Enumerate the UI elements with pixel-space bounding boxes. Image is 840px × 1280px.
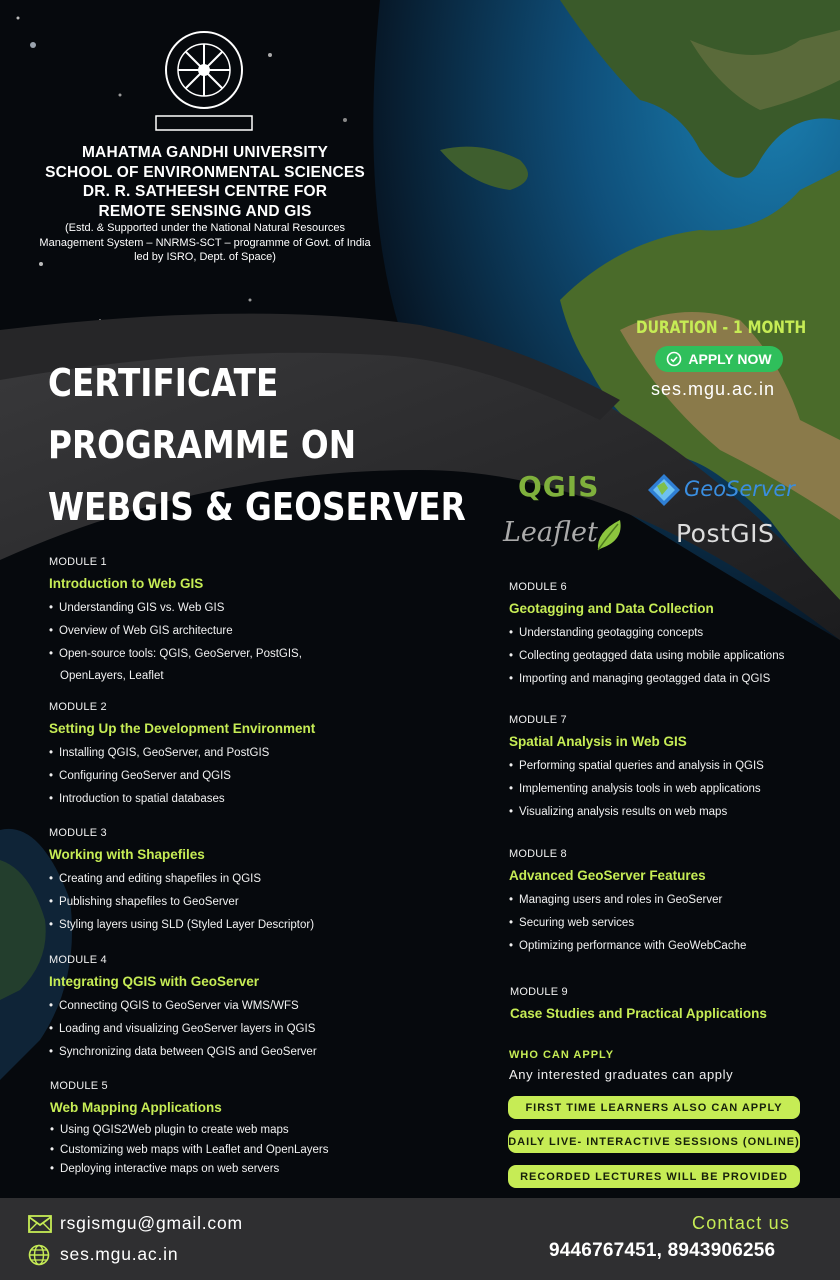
- module-title: Spatial Analysis in Web GIS: [509, 734, 687, 749]
- module-title: Advanced GeoServer Features: [509, 868, 706, 883]
- leaflet-leaf-icon: [594, 518, 624, 552]
- eligibility-description: Any interested graduates can apply: [509, 1067, 734, 1082]
- geoserver-globe-icon: [646, 473, 682, 507]
- module-title: Introduction to Web GIS: [49, 576, 204, 591]
- module-topic: • Deploying interactive maps on web servers: [50, 1160, 380, 1180]
- estd-line: (Estd. & Supported under the National Natural Resources: [64, 222, 346, 234]
- module-number: MODULE 4: [49, 954, 107, 966]
- school-name: SCHOOL OF ENVIRONMENTAL SCIENCES: [45, 163, 365, 181]
- centre-name-line1: DR. R. SATHEESH CENTRE FOR: [82, 183, 328, 200]
- estd-line: Management System – NNRMS-SCT – programme of Govt. of India: [39, 236, 371, 249]
- module-title: Working with Shapefiles: [49, 847, 205, 862]
- module-topic-continuation: OpenLayers, Leaflet: [60, 670, 164, 683]
- module-5: [50, 1080, 380, 1180]
- module-topic: • Understanding GIS vs. Web GIS: [49, 597, 379, 620]
- module-topics: [49, 742, 379, 810]
- module-number: MODULE 3: [49, 827, 107, 839]
- module-8: [509, 848, 839, 957]
- module-topic: • Optimizing performance with GeoWebCache: [509, 935, 839, 958]
- university-name: MAHATMA GANDHI UNIVERSITY: [81, 144, 329, 161]
- qgis-logo: QGIS: [518, 470, 600, 503]
- module-topic: • Securing web services: [509, 912, 839, 935]
- module-topic: • Using QGIS2Web plugin to create web maps: [50, 1121, 380, 1141]
- module-1: [49, 556, 379, 688]
- module-topic: • Loading and visualizing GeoServer layers in QGIS: [49, 1018, 379, 1041]
- module-title: Geotagging and Data Collection: [509, 601, 714, 616]
- apply-now-button[interactable]: [655, 346, 783, 372]
- check-circle-icon: [666, 351, 682, 367]
- module-number: MODULE 2: [49, 701, 107, 713]
- module-topic: • Configuring GeoServer and QGIS: [49, 765, 379, 788]
- module-number: MODULE 8: [509, 848, 567, 860]
- module-topic: • Importing and managing geotagged data in QGIS: [509, 668, 839, 691]
- module-topic: • Styling layers using SLD (Styled Layer Descriptor): [49, 914, 379, 937]
- module-title: Integrating QGIS with GeoServer: [49, 974, 260, 989]
- module-4: [49, 954, 379, 1063]
- module-topic: • Managing users and roles in GeoServer: [509, 889, 839, 912]
- module-topic: • Open-source tools: QGIS, GeoServer, PostGIS,: [49, 643, 379, 666]
- module-topic: • Understanding geotagging concepts: [509, 622, 839, 645]
- module-title: Case Studies and Practical Applications: [510, 1006, 767, 1021]
- feature-pill: DAILY LIVE- INTERACTIVE SESSIONS (ONLINE): [508, 1130, 800, 1153]
- feature-pill: RECORDED LECTURES WILL BE PROVIDED: [508, 1165, 800, 1188]
- module-topic: • Connecting QGIS to GeoServer via WMS/WFS: [49, 995, 379, 1018]
- duration-label: DURATION - 1 MONTH: [636, 318, 807, 338]
- module-topic: • Visualizing analysis results on web maps: [509, 801, 839, 824]
- module-topic: • Overview of Web GIS architecture: [49, 620, 379, 643]
- module-number: MODULE 7: [509, 714, 567, 726]
- geoserver-logo: GeoServer: [684, 477, 795, 501]
- module-topic: • Creating and editing shapefiles in QGIS: [49, 868, 379, 891]
- footer-website-link[interactable]: ses.mgu.ac.in: [60, 1244, 179, 1264]
- establishment-note: [0, 221, 410, 265]
- feature-pill: FIRST TIME LEARNERS ALSO CAN APPLY: [508, 1096, 800, 1119]
- module-topics: [509, 889, 839, 957]
- module-number: MODULE 9: [510, 986, 568, 998]
- university-seal-logo: [152, 30, 256, 134]
- contact-phone-numbers[interactable]: 9446767451, 8943906256: [549, 1240, 776, 1261]
- module-7: [509, 714, 839, 823]
- contact-email[interactable]: rsgismgu@gmail.com: [60, 1213, 243, 1233]
- who-can-apply-heading: WHO CAN APPLY: [509, 1049, 615, 1061]
- module-title: Web Mapping Applications: [50, 1100, 222, 1115]
- title-line: CERTIFICATE: [48, 361, 279, 405]
- module-topics: [49, 597, 379, 688]
- apply-now-label: APPLY NOW: [688, 351, 772, 367]
- mail-icon: [28, 1215, 52, 1233]
- centre-name-line2: REMOTE SENSING AND GIS: [98, 202, 312, 220]
- module-topic: • Performing spatial queries and analysis in QGIS: [509, 755, 839, 778]
- module-topic: • Implementing analysis tools in web applications: [509, 778, 839, 801]
- module-number: MODULE 6: [509, 581, 567, 593]
- contact-us-label: Contact us: [692, 1213, 791, 1233]
- estd-line: led by ISRO, Dept. of Space): [134, 251, 276, 263]
- website-link-top[interactable]: ses.mgu.ac.in: [651, 379, 776, 399]
- globe-icon: [28, 1244, 50, 1266]
- programme-title: [48, 352, 466, 538]
- module-number: MODULE 5: [50, 1080, 108, 1092]
- module-6: [509, 581, 839, 690]
- postgis-logo: PostGIS: [676, 519, 775, 548]
- module-topics: [509, 622, 839, 690]
- footer-bar: [0, 1198, 840, 1280]
- module-topic: • Introduction to spatial databases: [49, 788, 379, 811]
- module-topic: • Customizing web maps with Leaflet and OpenLayers: [50, 1141, 380, 1161]
- module-topic: • Publishing shapefiles to GeoServer: [49, 891, 379, 914]
- module-topic: • Installing QGIS, GeoServer, and PostGIS: [49, 742, 379, 765]
- module-number: MODULE 1: [49, 556, 107, 568]
- module-topic: • Collecting geotagged data using mobile applications: [509, 645, 839, 668]
- module-topics: [50, 1121, 380, 1180]
- module-3: [49, 827, 379, 936]
- module-2: [49, 701, 379, 810]
- module-title: Setting Up the Development Environment: [49, 721, 316, 736]
- university-name-block: [0, 143, 410, 221]
- title-line: WEBGIS & GEOSERVER: [48, 485, 466, 529]
- leaflet-logo: Leaflet: [503, 517, 598, 548]
- module-topics: [509, 755, 839, 823]
- module-topic: • Synchronizing data between QGIS and GeoServer: [49, 1041, 379, 1064]
- title-line: PROGRAMME ON: [48, 423, 357, 467]
- module-topics: [49, 868, 379, 936]
- module-topics: [49, 995, 379, 1063]
- module-9: [510, 986, 840, 1027]
